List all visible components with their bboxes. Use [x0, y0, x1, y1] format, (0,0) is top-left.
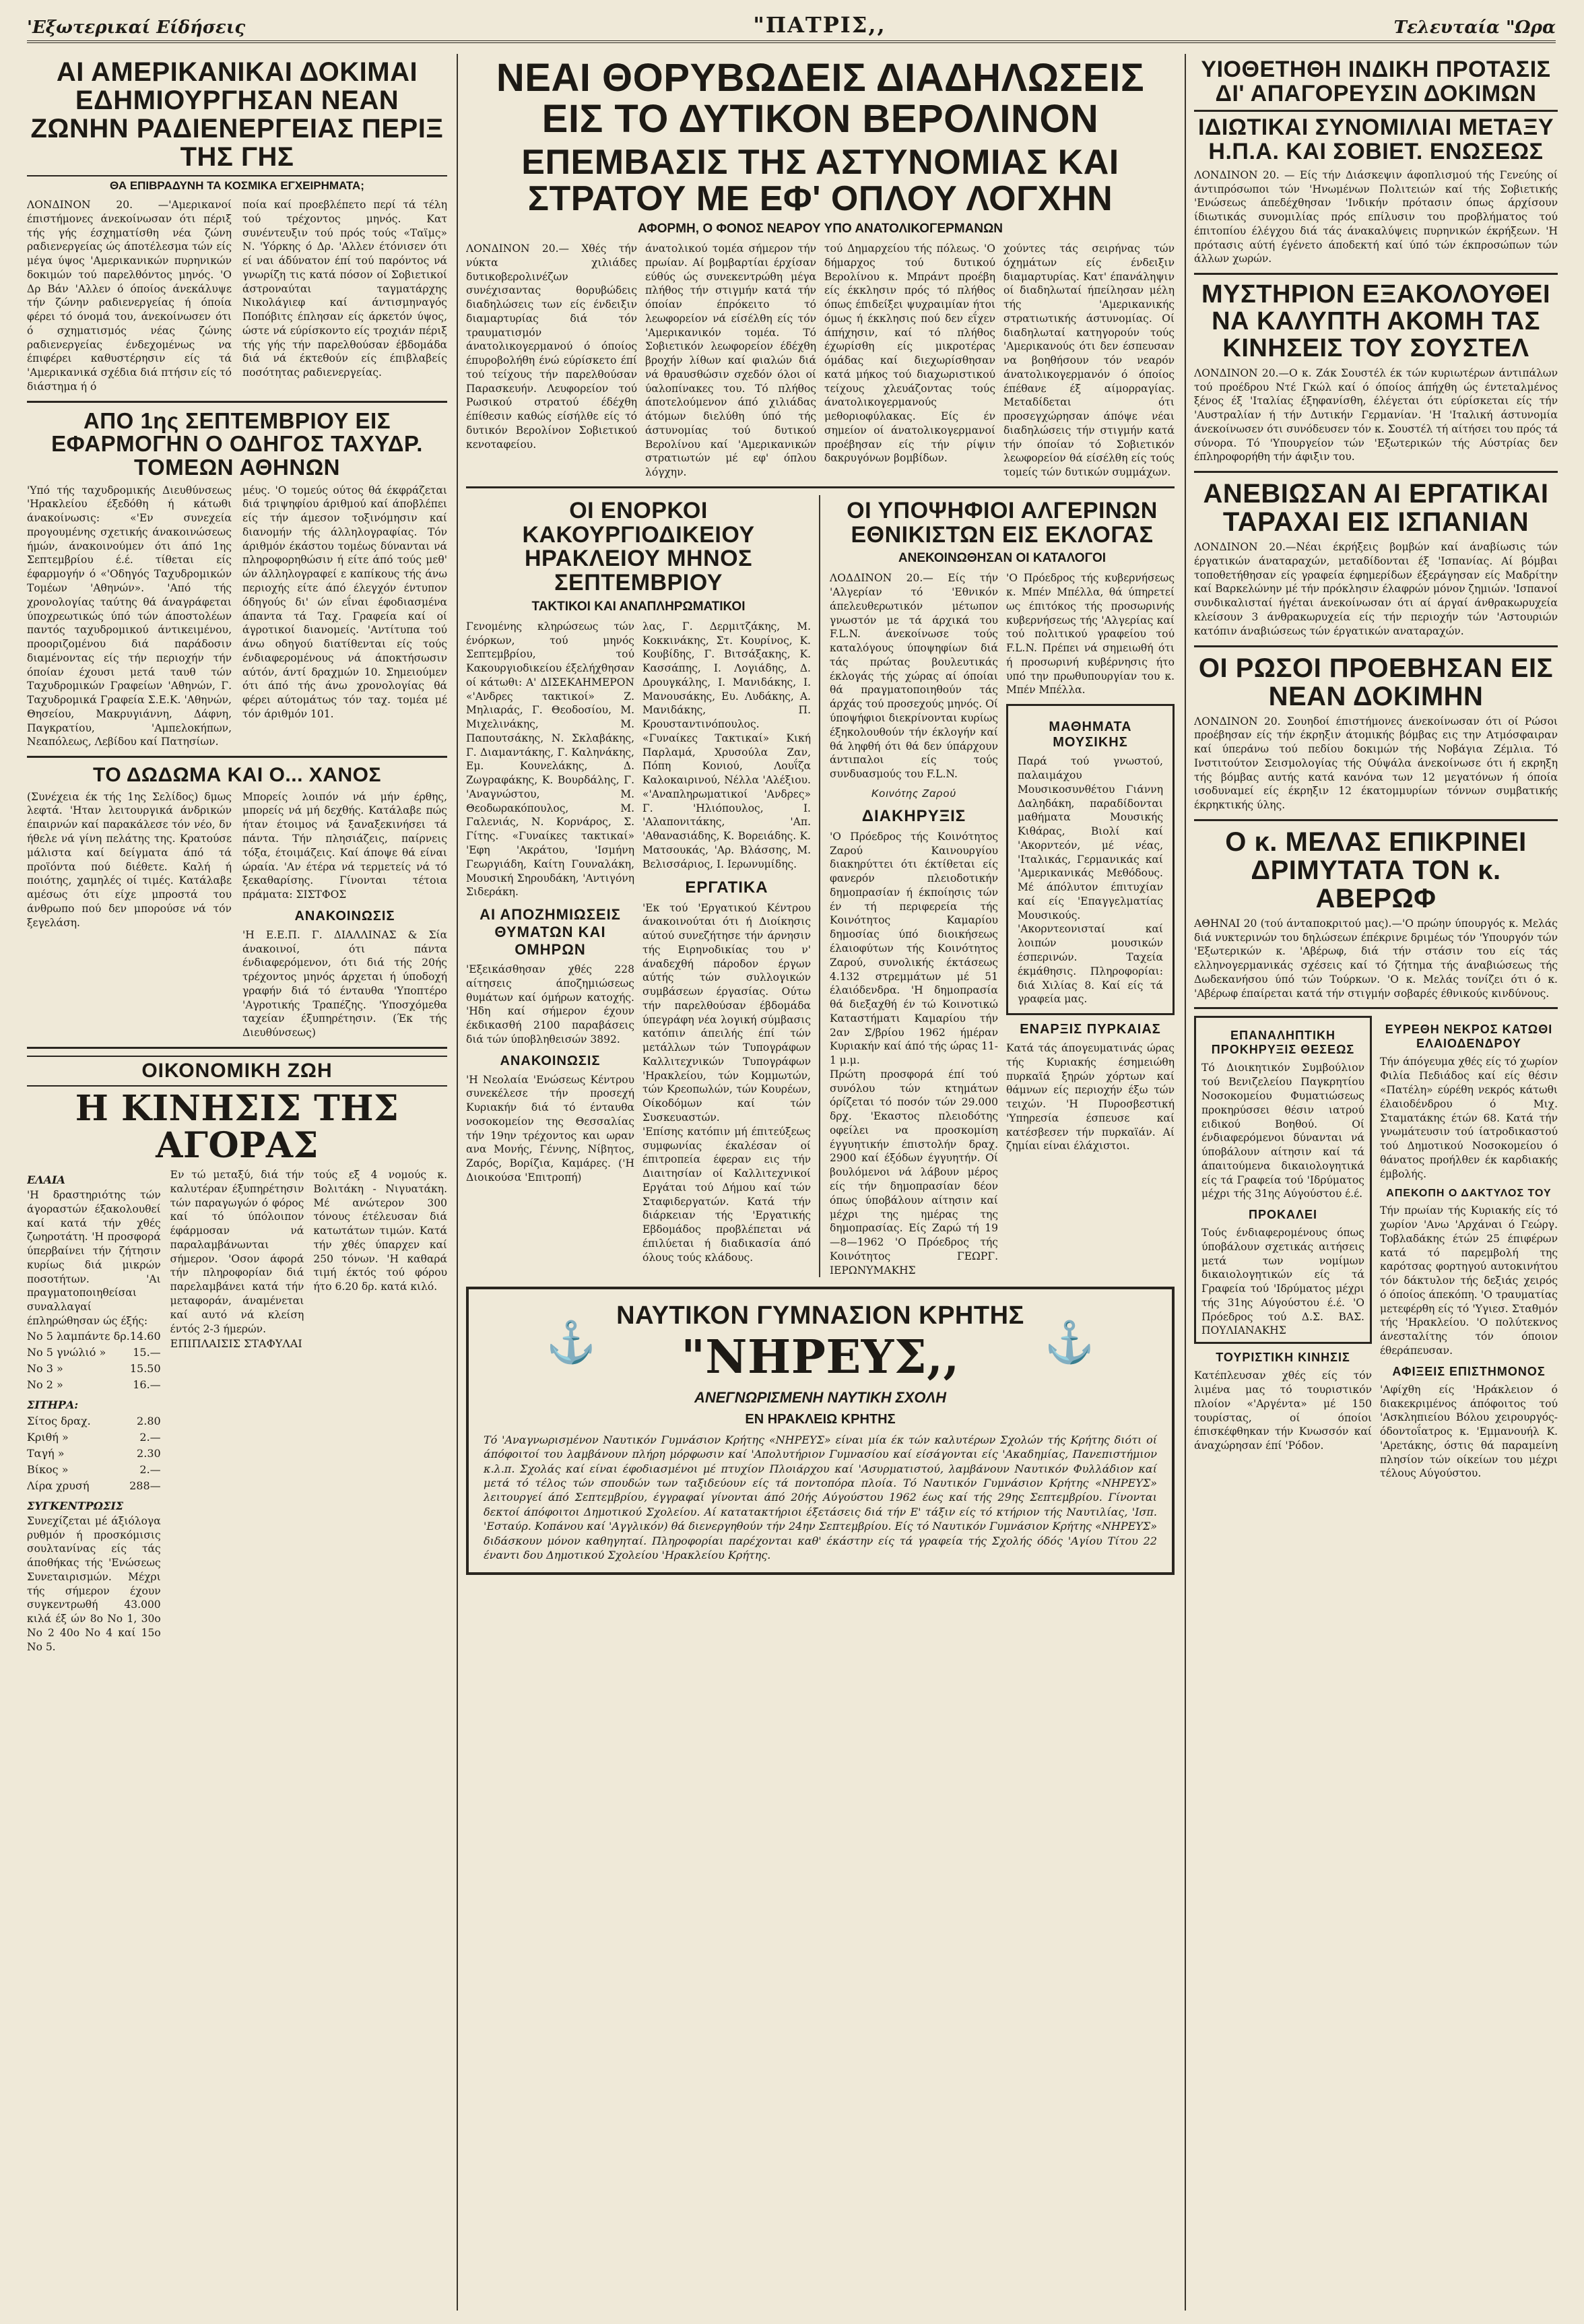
article-text: ΛΟΝΔΙΝΟΝ 20. —'Αμερικανοί έπιστήμονες άνεκοίνωσαν ότι πέριξ τής γής έσχηματίσθη νέα ζώνη ραδιενεργείας ώς άποτέλεσμα τών είς μέγα ύψος 'Αμερικανικών πυρηνικών δοκιμών τού παρελθόντος μηνός. 'Ο Δρ Βάν 'Αλλεν ό όποίος άνεκάλυψε τήν ζώνην ραδιενεργείας ή όποία φέρει τό όνομά του, άνεκοίνωσεν ότι ό σχηματισμός νέας ζώνης ραδιενεργείας ένδεχομένως να έπιφέρει καθυστέρησιν είς τά 'Αμερικανικά σχέδια διά πτήσιν είς τό διάστημα ή ό: [27, 199, 232, 393]
announcement2-title: ΑΝΑΚΟΙΝΩΣΙΣ: [500, 1053, 601, 1068]
labour-text: 'Εκ τού 'Εργατικού Κέντρου άνακοινούται ότι ή Διοίκησις αύτού συνεζήτησε τήν άρνησιν τής Ειρηνοδικίας του ν' άναδεχθή πάροδον έργων αύτής τών συλλογικών συμβάσεων έργασίας. Ούτω τήν παρελθούσαν έβδομάδα ύπεγράφη νέα λογική σύμβασις κατόπιν άπειλής έπί τών μετάλλων τών Τυπογράφων Καλλιτεχνικών Τυπογράφων 'Ηρακλείου, τών Κομμωτών, τών Κρεοπωλών, τών Κουρέων, Οίκοδόμων καί τών Συσκευαστών.: [642, 901, 811, 1124]
algeria-text: ΛΟΔΔΙΝΟΝ 20.— Είς τήν 'Αλγερίαν τό 'Εθνικόν άπελευθερωτικόν μέτωπον γνωστόν με τά άρχικά του F.L.N. άνεκοίνωσε τούς καταλόγους ύποψηφίων διά τάς πρώτας βουλευτικάς έκλογάς τής χώρας αί όποίαι θά πραγματοποιηθούν τάς άρχάς τού προσεχούς μηνός. Οί ύποψήφιοι διεκρίνονται κυρίως έξηκολουθούν τήν έκλογήν καί θά ληφθή ότι θά δεν ύπάρχουν άντιπαλοι είς τούς συνδυασμούς του F.L.N.: [830, 572, 998, 781]
headline-postal-guide: ΑΠΟ 1ης ΣΕΠΤΕΜΒΡΙΟΥ ΕΙΣ ΕΦΑΡΜΟΓΗΝ Ο ΟΔΗΓΟΣ ΤΑΧΥΔΡ. ΤΟΜΕΩΝ ΑΘΗΝΩΝ: [51, 408, 423, 480]
divider: [1194, 471, 1558, 473]
advertisement-nireus: [466, 1287, 1175, 1574]
article-radiation: [27, 198, 447, 394]
music-text: Παρά τού γνωστού, παλαιμάχου Μουσικοσυνθέτου Γιάννη Δαληδάκη, παραδίδονται μαθήματα Μουσικής Κιθάρας, Βιολί καί 'Ακορντεόν, μέ νέας, 'Ιταλικάς, Γερμανικάς καί 'Αμερικανικάς Μεθόδους. Μέ άπόλυτον έπιτυχίαν καί είς 'Επαγγελματίας Μουσικούς. 'Ακορντεονισταί καί λοιπών μουσικών έσπερινών. Ταχεία έκμάθησις. Πληροφορίαι: διά Χιλίας 8. Καί είς τά γραφεία μας.: [1018, 755, 1163, 1006]
market-category-olive: ΕΛΑΙΑ: [27, 1173, 65, 1187]
divider: [1194, 110, 1558, 112]
column-rule: [1185, 54, 1186, 2311]
headline-roof-story: ΤΟ ΔΩΔΩΜΑ ΚΑΙ Ο... ΧΑΝΟΣ: [93, 764, 381, 787]
column-center: [466, 54, 1175, 2311]
price-label: Νο 3 »: [27, 1361, 63, 1375]
compensation-text: 'Εξεικάσθησαν χθές 228 αίτησεις άποζημιώσεως θυμάτων καί όμήρων κατοχής. 'Ηδη καί σήμερον έχουν έκδικασθή 2100 παραβάσεις διά τών ύποβληθεισών 3892.: [466, 963, 634, 1045]
price-row: [27, 1328, 161, 1345]
masthead-right: Τελευταία "Ωρα: [1393, 18, 1556, 38]
headline-melas: Ο κ. ΜΕΛΑΣ ΕΠΙΚΡΙΝΕΙ ΔΡΙΜΥΤΑΤΑ ΤΟΝ κ. ΑΒΕΡΩΦ: [1225, 827, 1527, 913]
fires-text: Κατά τάς άπογευματινάς ώρας τής Κυριακής έσημειώθη πυρκαϊά ξηρών χόρτων καί θάμνων είς περιοχήν έξω τών τειχών. 'Η Πυροσβεστική 'Υπηρεσία έσπευσε καί κατέσβεσεν τήν πυρκαϊάν. Αί ζημίαι είναι έλάχιστοι.: [1006, 1042, 1175, 1153]
price-value: 16.—: [133, 1378, 161, 1391]
job-notice-text: Τούς ένδιαφερομένους όπως ύποβάλουν σχετικάς αιτήσεις μετά των νομίμων δικαιολογητικών είς τά Γραφεία τού 'Ιδρύματος μέχρι τής 31ης Αύγούστου έ.έ. 'Ο Πρόεδρος τού Δ.Σ. ΒΑΣ. ΠΟΥΛΙΑΝΑΚΗΣ: [1201, 1227, 1364, 1337]
proclamation-text: Πρώτη προσφορά έπί τού συνόλου τών κτημάτων όρίζεται τό ποσόν τών 29.000 δρχ. 'Εκαστος πλειοδότης οφείλει να προσκομίση έγγυητικήν έπιστολήν δραχ. 2900 καί έξόδων έγγυητήν. Οί βουλόμενοι νά λάβουν μέρος είς τήν δημοπρασίαν δέον όπως ύποβάλουν αίτησιν καί μέχρι της ημέρας της δημοπρασίας. Είς Ζαρώ τή 19—8—1962 'Ο Πρόεδρος τής Κοινότητος ΓΕΩΡΓ. ΙΕΡΩΝΥΜΑΚΗΣ: [830, 1068, 998, 1277]
spain-text: ΛΟΝΔΙΝΟΝ 20.—Νέαι έκρήξεις βομβών καί άναβίωσις τών έργατικών άναταραχών, μεταδίδονται έξ 'Ισπανίας. Αί βόμβαι τοποθετήθησαν είς γραφεία έφημερίδων έξεράγησαν είς Μαδρίτην καί Βαρκελώνην μέ τήν πρόκλησιν έλαφρών μόνον ζημιών. 'Ισπανοί συνδικαλισταί ήγέται άνεκοίνωσαν ότι αί άργαί άνθρακωρυχεία κλείσουν 3 άνθρακωρυχεία είς τήν περιοχήν τών 'Αστουριών κατόπιν άναβιώσεως τών έργατικών αναταραχών.: [1194, 541, 1558, 637]
divider: [466, 486, 1175, 488]
price-row: [27, 1345, 161, 1361]
tourism-text: Κατέπλευσαν χθές είς τόν λιμένα μας τό τουριστικόν πλοίον «'Αργέντα» μέ 150 τουρίστας, οί όποίοι έπισκέφθηκαν τήν Κνωσσόν καί άναχώρησαν έπί 'Ρόδον.: [1194, 1369, 1372, 1452]
jurors-text: λας, Γ. Δερμιτζάκης, Μ. Κοκκινάκης, Στ. Κουρίνος, Κ. Κουβίδης, Γ. Βιτσάξακης, Κ. Κασσάπης, Ι. Λογιάδης, Δ. Δρουγκάλης, Ι. Μανιδάκης, Ι. Μανουσάκης, Ευ. Λυδάκης, Α. Μανιδάκης, Π. Κρουσταντινόπουλος. «Γυναίκες Τακτικαί» Κική Παρλαμά, Χρυσούλα Ζαν, Πόπη Κονιού, Λουΐζα Καλοκαιρινού, Νέλλα 'Αλέξιου. «'Αναπληρωματικοί 'Ανδρες» Γ. 'Ηλιόπουλος, Ι. 'Αλαπονιτάκης, 'Απ. 'Αθανασιάδης, Κ. Βορειάδης. Κ. Ματσουκάς, 'Αρ. Βλάσσης, Μ. Βελισσάριος, Ι. Ιερωνυμίδης.: [642, 620, 811, 870]
fires-title: ΕΝΑΡΞΙΣ ΠΥΡΚΑΙΑΣ: [1020, 1022, 1161, 1037]
price-label: Νο 5 γνώλιό »: [27, 1345, 106, 1359]
subheadline-jurors: ΤΑΚΤΙΚΟΙ ΚΑΙ ΑΝΑΠΛΗΡΩΜΑΤΙΚΟΙ: [531, 599, 746, 614]
berlin-text: άνατολικού τομέα σήμερον τήν πρωίαν. Αί βομβαρτίαι έρχίσαν εύθύς ώς συνεκεντρώθη μέγα πλήθος τήν στιγμήν κατά τήν όποίαν έπρόκειτο τό λεωφορείον νά είσέλθη είς τόν 'Αμερικανικόν τομέα. Τό Σοβιετικόν λεωφορείον έδέχθη βροχήν λίθων καί φιαλών διά νά θραυσθώσιν σχεδόν όλοι οί ύαλοπίνακες του. Τό πλήθος άποτελούμενον άπό χιλιάδας άτόμων διελύθη ύπό τής άστυνομίας τού δυτικού Βερολίνου καί 'Αμερικανικών στρατιωτών μέ εφ' όπλου λόγχην.: [645, 242, 816, 479]
economy-section-title: ΟΙΚΟΝΟΜΙΚΗ ΖΩΗ: [27, 1056, 447, 1087]
article-berlin: [466, 242, 1175, 480]
divider: [1194, 645, 1558, 647]
subheadline-berlin: ΑΦΟΡΜΗ, Ο ΦΟΝΟΣ ΝΕΑΡΟΥ ΥΠΟ ΑΝΑΤΟΛΙΚΟΓΕΡΜΑΝΩΝ: [637, 221, 1003, 236]
price-value: 2.80: [137, 1414, 161, 1427]
divider: [1194, 273, 1558, 275]
price-row: [27, 1361, 161, 1377]
ad-body: Τό 'Αναγνωρισμένον Ναυτικόν Γυμνάσιον Κρήτης «ΝΗΡΕΥΣ» είναι μία έκ τών καλυτέρων Σχολών τής Κρήτης διότι οί άπόφοιτοί του λαμβάνουν πλήρη μόρφωσιν καί 'Απολυτήριον Γυμνασίου καί είσάγονται είς 'Ακαδημίας, Πανεπιστήμιον κ.λ.π. Σχολάς καί είναι έφοδιασμένοι μέ πτυχίον Πλοιάρχου καί 'Ασυρματιστού, λαμβάνουν Ναυτικόν Φυλλάδιον καί μετά τό τέλος τών σπουδών των ταξιδεύουν είς τά ποντοπόρα πλοία. Τό Ναυτικόν Γυμνάσιον Κρήτης «ΝΗΡΕΥΣ» λειτουργεί άπό Σεπτεμβρίου, έγγραφαί γίνονται άπό 20ής Αύγούστου 1962 έως καί τής 29ης Σεπτεμβρίου. Γίνονται δεκτοί άπόφοιτοι Δημοτικού Σχολείου. Αί κατατακτήριοι έξετάσεις διά τήν Ε' τάξιν είς τό κτήριον τής Ναυτιλίας, 'Ισπ. 'Εσταύρ. Κοπάνου καί 'Αγγλικόν) θά διενεργηθούν τήν 24ην Σεπτεμβρίου. Είς τό Ναυτικόν Γυμνάσιον Κρήτης «ΝΗΡΕΥΣ» διδάσκουν μόνον καθηγηταί. Πληροφορίαι παρέχονται καθ' έκάστην είς τά γραφεία τής Σχολής όδός 'Αγίου Τίτου 22 έναντι δου Δημοτικού Σχολείου 'Ηρακλείου Κρήτης.: [484, 1433, 1157, 1562]
headline-market: Η ΚΙΝΗΣΙΣ ΤΗΣ ΑΓΟΡΑΣ: [75, 1087, 399, 1166]
announcement-title: ΑΝΑΚΟΙΝΩΣΙΣ: [294, 908, 395, 924]
price-label: Σίτος δραχ.: [27, 1414, 91, 1427]
music-lessons-box: [1006, 704, 1175, 1015]
subheadline-radiation: ΘΑ ΕΠΙΒΡΑΔΥΝΗ ΤΑ ΚΟΣΜΙΚΑ ΕΓΧΕΙΡΗΜΑΤΑ;: [27, 175, 447, 193]
jurors-block: [466, 495, 820, 1277]
music-title: ΜΑΘΗΜΑΤΑ ΜΟΥΣΙΚΗΣ: [1049, 719, 1132, 750]
berlin-text: τού Δημαρχείου τής πόλεως. 'Ο δήμαρχος τού δυτικού Βερολίνου κ. Μπράντ προέβη είς έκκλησιν πρός τό πλήθος όπως έπιδείξει ψυχραιμίαν ήτοι όμως ή έκκλησις πού δεν εΐχεν άπήχησιν, καί τό πλήθος έχωρίσθη είς μικροτέρας όμάδας καί διεχωρίσθησαν κατά μήκος τού διαχωριστικού τείχους χλευάζοντας τούς άνατολικογερμανούς μεθοριοφύλακας. Είς έν σημείον οί άνατολικογερμανοί προέβησαν είς τήν ρίψιν δακρυγόνων βομβίδων.: [824, 242, 995, 465]
labour-text: 'Επίσης κατόπιν μή έπιτεύξεως συμφωνίας έκαλέσαν οί έπιτροπεία έφεραν εις τήν Διαιτησίαν οί Καλλιτεχνικοί Εργάται τού Δήμου καί τών Σταφιδεργατών. Κατά τήν διάρκειαν τής 'Εργατικής Εβδομάδος προβλέπεται νά έπιλύεται ή διαδικασία άπό όλους τούς κλάδους.: [642, 1125, 811, 1264]
price-value: 15.50: [129, 1361, 161, 1375]
berlin-text: χούντες τάς σειρήνας τών όχημάτων είς ένδειξιν διαμαρτυρίας. Κατ' έπανάληψιν οί διαδηλωταί ήπείλησαν μέλη τής 'Αμερικανικής στρατιωτικής άστυνομίας. Οί διαδηλωταί κατηγορούν τούς 'Αμερικανούς ότι δεν έσπευσαν να βοηθήσουν τόν νεαρόν άνατολικογερμανόν ό όποίος έπέθανε έξ αίμορραγίας. Μεταδίδεται ότι προσεγχώρησαν άπόψε νέαι διαδηλώσεις τήν στιγμήν κατά τήν όποίαν τό Σοβιετικόν λεωφορείον θά είσέλθη είς τούς τομείς τών δυτικών συμμάχων.: [1003, 242, 1175, 479]
price-row: [27, 1377, 161, 1393]
price-label: Νο 5 λαμπάντε δρ.: [27, 1329, 130, 1343]
ad-title: ΝΑΥΤΙΚΟΝ ΓΥΜΝΑΣΙΟΝ ΚΡΗΤΗΣ: [616, 1301, 1024, 1330]
price-value: 15.—: [133, 1345, 161, 1359]
arrival-text: 'Αφίχθη είς 'Ηράκλειον ό διακεκριμένος άπόφοιτος τού 'Ασκληπιείου Βόλου χειρουργός-όδοντοΐατρος κ. 'Εμμανουήλ Κ. 'Αρετάκης, όστις θά παραμείνη πλησίον τών οίκείων του μέχρι τέλους Αύγούστου.: [1380, 1383, 1558, 1480]
divider: [1194, 1007, 1558, 1009]
finger-text: Τήν πρωίαν τής Κυριακής είς τό χωρίον 'Ανω 'Αρχάναι ό Γεώργ. Τοβλαδάκης έτών 25 έπιφέρων κατά τό παρεμβολή της καρότσας φορτηγού αυτοκινήτου τόν δάκτυλον τής δεξιάς χειρός ό όποίος άπεκόπη. 'Ο τραυματίας μετεφέρθη είς τό 'Υγιεσ. Σταθμόν τής 'Ηρακλείου. 'Ο πολύτεκνος άνεσταλίτης τόν όποιον έθεράπευσαν.: [1380, 1204, 1558, 1357]
article-text: μέυς. 'Ο τομεύς ούτος θά έκφράζεται διά τριψηφίου άριθμού καί άποβλέπει είς τήν άμεσον τοξινόμησιν καί διανομήν τής άλληλογραφίας. Τόν άριθμόν έκάστου τομέως δύνανται νά πληροφορηθώσιν ή είτε άπό τούς μεθ' ών άλληλογραφεί ε καπίκους τής άνω περιοχής είτε άπό έλεγχόν έντυπον όδηγούς δι' ών εΐναι έφοδιασμένα άπαντα τά Ταχ. Γραφεία καί οί άγροτικοί διανομείς. 'Αντίτυπα τού άνω οδηγού διατίθενται είς τούς ένδιαφερομένους νά άποκτήσωσιν αύτόν, άντί δραχμών 10. Σημειούμεν ότι άπό τής άνω χρονολογίας θά φέρει αύτομάτως τόν ταχ. τομέα μέ τόν άριθμόν 101.: [242, 484, 447, 720]
anchor-icon: ⚓: [546, 1318, 597, 1366]
job-notice-text: Τό Διοικητικόν Συμβούλιον τού Βενιζελείου Παγκρητίου Νοσοκομείου Φυματιώσεως προκηρύσσει θέσιν ιατρού ειδικού Βοηθού. Οί ένδιαφερόμενοι δύνανται νά ύποβάλουν αίτησιν καί τά άπαιτούμενα δικαιολογητικά είς τά Γραφεία τού 'Ιδρύματος μέχρι τής 31ης Αύγούστου έ.έ.: [1201, 1062, 1364, 1200]
india-text: ΛΟΝΔΙΝΟΝ 20. — Είς τήν Διάσκεψιν άφοπλισμού τής Γενεύης οί άντιπρόσωποι τών 'Ηνωμένων Πολιτειών καί τής Σοβιετικής 'Ενώσεως άπεδέχθησαν 'Ινδικήν πρότασιν όπως άρχίσουν ίδιωτικάς συνομιλίας πρός επίλυσιν του προβλήματος τού έπιτοπίου έλέγχου διά τάς άνακαλύψεις πυρηνικών έκρήξεων. 'Η πρότασις αύτή έγένετο άποδεκτή καί ύπό τών έκπροσώπων τών άλλων χωρών.: [1194, 168, 1558, 265]
job-notice-call: ΠΡΟΚΑΛΕΙ: [1248, 1208, 1318, 1222]
headline-russian-test: ΟΙ ΡΩΣΟΙ ΠΡΟΕΒΗΣΑΝ ΕΙΣ ΝΕΑΝ ΔΟΚΙΜΗΝ: [1198, 653, 1554, 711]
market-report: [27, 1168, 447, 1654]
divider: [1194, 819, 1558, 821]
price-row: [27, 1462, 161, 1478]
headline-india-proposal: ΥΙΟΘΕΤΗΘΗ ΙΝΔΙΚΗ ΠΡΟΤΑΣΙΣ ΔΙ' ΑΠΑΓΟΡΕΥΣΙΝ ΔΟΚΙΜΩΝ: [1201, 57, 1551, 106]
headline-soustelle: ΜΥΣΤΗΡΙΟΝ ΕΞΑΚΟΛΟΥΘΕΙ ΝΑ ΚΑΛΥΠΤΗ ΑΚΟΜΗ ΤΑΣ ΚΙΝΗΣΕΙΣ ΤΟΥ ΣΟΥΣΤΕΛ: [1201, 280, 1551, 362]
price-row: [27, 1413, 161, 1429]
article-text: (Συνέχεια έκ τής 1ης Σελίδος) δμως λεφτά. 'Ηταν λειτουργικά άνδρικών έπαιρνών καί παρακάλεσε τόν νέο, δν ήθελε νά γίνη πελάτης της. Κρατούσε μάλιστα καί δείγματα άπό τά προϊόντα πού διέθετε. Καλή ή ποιότης, χαμηλές οί τιμές. Κατάλαβε αμέσως ότι είχε μπροστά του άνθρωπο πού δεν μπορούσε νά τόν ξεγελάση.: [27, 790, 232, 929]
price-label: Λίρα χρυσή: [27, 1479, 90, 1492]
article-roof-story: [27, 790, 447, 1040]
headline-spain: ΑΝΕΒΙΩΣΑΝ ΑΙ ΕΡΓΑΤΙΚΑΙ ΤΑΡΑΧΑΙ ΕΙΣ ΙΣΠΑΝΙΑΝ: [1203, 479, 1549, 538]
algeria-text: 'Ο Πρόεδρος τής κυβερνήσεως κ. Μπέν Μπέλλα, θά ύπηρετεί ως έπιτόκος τής προσωρινής κυβερνήσεως τής 'Αλγερίας καί τού πολιτικού γραφείου τού F.L.N. Πρέπει νά σημειωθή ότι ή προσωρινή κυβέρνησις ήτο υπό την πρωθυπουργίαν του κ. Μπέν Μπέλλα.: [1006, 572, 1175, 697]
community-label: Κοινότης Ζαρού: [871, 787, 957, 800]
finger-title: ΑΠΕΚΟΠΗ Ο ΔΑΚΤΥΛΟΣ ΤΟΥ: [1386, 1188, 1552, 1200]
divider: [27, 401, 447, 403]
melas-text: ΑΘΗΝΑΙ 20 (τού άνταποκριτού μας).—'Ο πρώην ύπουργός κ. Μελάς διά νυκτερινών του δηλώσεων έπέκρινε δριμέως τόν 'Υπουργόν τών 'Εξωτερικών κ. 'Αβέρωφ, διά τήν στάσιν του είς τάς ελληνογερμανικάς σχέσεις καί τό ζήτημα τής άναβιώσεως τής Δωδεκανήσου ύπό τών Τούρκων. 'Ο κ. Μελάς τονίζει ότι ό κ. 'Αβέρωφ έπαίρεται κατά τήν στιγμήν σοβαρές έθνικούς κινδύνους.: [1194, 917, 1558, 1000]
masthead-left: 'Εξωτερικαί Είδήσεις: [27, 18, 246, 38]
anchor-icon: ⚓: [1044, 1318, 1095, 1366]
price-value: 14.60: [129, 1329, 161, 1343]
divider: [27, 1047, 447, 1049]
headline-police: ΕΠΕΜΒΑΣΙΣ ΤΗΣ ΑΣΤΥΝΟΜΙΑΣ ΚΑΙ ΣΤΡΑΤΟΥ ΜΕ ΕΦ' ΟΠΛΟΥ ΛΟΓΧΗΝ: [521, 142, 1119, 219]
grain-price-list: [27, 1413, 161, 1494]
arrival-title: ΑΦΙΞΕΙΣ ΕΠΙΣΤΗΜΟΝΟΣ: [1392, 1364, 1546, 1378]
market-category-collection: ΣΥΓΚΕΝΤΡΩΣΙΣ: [27, 1499, 124, 1512]
job-notice-title: ΕΠΑΝΑΛΗΠΤΙΚΗ ΠΡΟΚΗΡΥΞΙΣ ΘΕΣΕΩΣ: [1211, 1029, 1355, 1057]
masthead-title: "ΠΑΤΡΙΣ,,: [753, 12, 886, 38]
algeria-block: [830, 495, 1175, 1277]
ad-subtitle: ΑΝΕΓΝΩΡΙΣΜΕΝΗ ΝΑΥΤΙΚΗ ΣΧΟΛΗ: [694, 1388, 947, 1406]
proclamation-title: ΔΙΑΚΗΡΥΞΙΣ: [861, 806, 966, 825]
proclamation-text: 'Ο Πρόεδρος τής Κοινότητος Ζαρού Καινουργίου διακηρύττει ότι έκτίθεται είς φανερόν πλειοδοτικήν δημοπρασίαν ή έκποίησις τών έν τή περιφερεία τής Κοινότητος Καμαρίου δημοσίας ύπό διοικήσεως έλαιοφύτων τής Κοινότητος Ζαρού, συνολικής έκτάσεως 4.132 στρεμμάτων μέ 51 έλαιόδενδρα. 'Η δημοπρασία θά διεξαχθή έν τώ Κοινοτικώ Καταστήματι Καμαρίου τήν 2αν Σ/βρίου 1962 ήμέραν Κυριακήν καί άπό τής ώρας 11-1 μ.μ.: [830, 830, 998, 1067]
labour-title: ΕΡΓΑΤΙΚΑ: [685, 878, 768, 897]
market-text: τούς εξ 4 νομούς κ. Βολιτάκη - Νιγυατάκη. Μέ ανώτερον 300 τόνους έτέλευσαν διά κατωτάτων τιμών. Κατά τήν χθές ύπαρχεν καί 250 τόνων. 'Η καθαρά τιμή έκτός τού φόρου ήτο 6.20 δρ. κατά κιλό.: [313, 1169, 447, 1293]
price-row: [27, 1429, 161, 1446]
jurors-text: Γενομένης κληρώσεως τών ένόρκων, τού μηνός Σεπτεμβρίου, τού Κακουργιοδικείου έξελήχθησαν οί κάτωθι: Α' ΔΙΣΕΚΑΗΜΕΡΟΝ «'Ανδρες τακτικοί» Ζ. Μηλιαράς, Γ. Θεοδοσίου, Μ. Μιχελινάκης, Μ. Παπουτσάκης, Ν. Σκλαβάκης, Γ. Διαμαντάκης, Γ. Καληνάκης, Εμ. Κουνελάκης, Δ. Ζωγραφάκης, Κ. Βουρδάλης, Γ. 'Αναγνώστου, Μ. Θεοδωρακόπουλος, Μ. Γαλενιάς, Ν. Κορνάρος, Σ. Γίτης. «Γυναίκες τακτικαί» 'Εφη 'Ακράτου, 'Ισμήνη Γεωργιάδη, Καίτη Γουναλάκη, Μουσική Σηρουδάκη, 'Αντιγόνη Σιδεράκη.: [466, 620, 634, 899]
column-foreign-news: [27, 54, 447, 2311]
market-text: 'Η δραστηριότης τών άγοραστών έξακολουθεί καί κατά τήν χθές ζωηροτάτη. 'Η προσφορά ύπερβαίνει τήν ζήτησιν κυρίως διά μικρών ποσοτήτων. 'Αι πραγματοποιηθείσαι συναλλαγαί έπληρώθησαν ώς έξής:: [27, 1189, 161, 1328]
headline-radiation-zone: ΑΙ ΑΜΕΡΙΚΑΝΙΚΑΙ ΔΟΚΙΜΑΙ ΕΔΗΜΙΟΥΡΓΗΣΑΝ ΝΕΑΝ ΖΩΝΗΝ ΡΑΔΙΕΝΕΡΓΕΙΑΣ ΠΕΡΙΞ ΤΗΣ ΓΗΣ: [30, 57, 444, 172]
divider: [27, 756, 447, 758]
price-value: 288—: [129, 1479, 161, 1492]
price-label: Κριθή »: [27, 1430, 69, 1444]
article-postal-guide: [27, 484, 447, 750]
body-found-text: Τήν άπόγευμα χθές είς τό χωρίον Φιλία Πεδιάδος καί είς θέσιν «Πατέλη» εύρέθη νεκρός κάτωθι έλαιοδένδρου ό Μιχ. Σταματάκης έτών 68. Κατά τήν γνωμάτευσιν τού ίατροδικαστού τού Δημοτικού Νοσοκομείου ό θάνατος προήλθεν έκ καρδιακής έμβολής.: [1380, 1056, 1558, 1180]
soustelle-text: ΛΟΝΔΙΝΟΝ 20.—Ο κ. Ζάκ Σουστέλ έκ τών κυριωτέρων άντιπάλων τού προέδρου Ντέ Γκώλ καί ό όποίος άπήχθη ώς έντεταλμένος ξένος έξ 'Ιταλίας έξηφανίσθη, έλέγεται ότι εύρίσκεται είς τήν 'Αυστραλίαν ή τήν Δυτικήν Γερμανίαν. 'Η 'Ιταλική άστυνομία άνεκοίνωσεν ότι συνόδευσεν τόν κ. Σουστέλ τή αίτήσει του πρός τά σύνορα. Τό 'Υπουργείον τών 'Εξωτερικών τής Αύστρίας δεν έπληροφορήθη τήν άφιξιν του.: [1194, 366, 1558, 463]
headline-private-talks: ΙΔΙΩΤΙΚΑΙ ΣΥΝΟΜΙΛΙΑΙ ΜΕΤΑΞΥ Η.Π.Α. ΚΑΙ ΣΟΒΙΕΤ. ΕΝΩΣΕΩΣ: [1197, 115, 1554, 165]
announcement2-text: 'Η Νεολαία 'Ενώσεως Κέντρου συνεκέλεσε τήν προσεχή Κυριακήν διά τό ένταυθα νοσοκομείον της Θεσσαλίας τήν 19ην τρέχοντος και ωραν ανα Μονής, Γέννης, Νίβητος, Ζαρός, Βορίζια, Καμάρες. ('Η Διοικούσα 'Επιτροπή): [466, 1073, 634, 1184]
headline-jurors: ΟΙ ΕΝΟΡΚΟΙ ΚΑΚΟΥΡΓΙΟΔΙΚΕΙΟΥ ΗΡΑΚΛΕΙΟΥ ΜΗΝΟΣ ΣΕΠΤΕΜΒΡΙΟΥ: [522, 497, 755, 596]
ad-location: ΕΝ ΗΡΑΚΛΕΙΩ ΚΡΗΤΗΣ: [745, 1411, 896, 1427]
market-category-grain: ΣΙΤΗΡΑ:: [27, 1398, 79, 1411]
oil-price-list: [27, 1328, 161, 1393]
russian-test-text: ΛΟΝΔΙΝΟΝ 20. Σουηδοί έπιστήμονες άνεκοίνωσαν ότι οί Ρώσοι προέβησαν είς τήν έκρηξιν άτομικής βόμβας εις την Ατμόσφαιραν καί ύπεράνω τού πεδίου δοκιμών τής Νοβάγια Ζέμλια. Τό Ινστιτούτον Σεισμολογίας τής Ούψάλα άνεκοίνωσε ότι ή εκρηξη τής βόμβας αυτής κατά κανόνα των 12 μεγατόνων ή όποία ισοδυναμεί είς έκρηξιν 12 έκατομμυρίων τόννων συμβατικής έκρηκτικής ύλης.: [1194, 715, 1558, 812]
column-latest-news: [1194, 54, 1558, 2311]
column-rule: [457, 54, 458, 2311]
price-row: [27, 1446, 161, 1462]
masthead: [27, 7, 1556, 43]
body-found-title: ΕΥΡΕΘΗ ΝΕΚΡΟΣ ΚΑΤΩΘΙ ΕΛΑΙΟΔΕΝΔΡΟΥ: [1385, 1023, 1553, 1051]
subheadline-algeria: ΑΝΕΚΟΙΝΩΘΗΣΑΝ ΟΙ ΚΑΤΑΛΟΓΟΙ: [898, 551, 1107, 566]
compensation-title: ΑΙ ΑΠΟΖΗΜΙΩΣΕΙΣ ΘΥΜΑΤΩΝ ΚΑΙ ΟΜΗΡΩΝ: [480, 906, 621, 959]
headline-berlin: ΝΕΑΙ ΘΟΡΥΒΩΔΕΙΣ ΔΙΑΔΗΛΩΣΕΙΣ ΕΙΣ ΤΟ ΔΥΤΙΚΟΝ ΒΕΡΟΛΙΝΟΝ: [496, 56, 1145, 141]
headline-algeria: ΟΙ ΥΠΟΨΗΦΙΟΙ ΑΛΓΕΡΙΝΩΝ ΕΘΝΙΚΙΣΤΩΝ ΕΙΣ ΕΚΛΟΓΑΣ: [847, 497, 1158, 548]
price-row: [27, 1478, 161, 1494]
article-text: 'Υπό τής ταχυδρομικής Διευθύνσεως 'Ηρακλείου έξεδόθη ή κάτωθι άνακοίνωσις: «'Εν συνεχεία προγουμένης σχετικής άνακοινώσεως ήμών, άνακοινούμεν ότι άπό 1ης Σεπτεμβρίου έ.έ. τίθεται είς έφαρμογήν ό «'Οδηγός Ταχυδρομικών Τομέων 'Αθηνών». 'Από τής χρονολογίας ταύτης θά άναγράφεται ύποχρεωτικώς ύπό τών άποστολέων παντός ταχυδρομικού άντικειμένου, προοριζομένου διά παράδοσιν διαμένοντας είς τήν περιοχήν τήν όποίαν έχουσι μετά ταυθ τών Ταχυδρομικών Γραφείων 'Αθηνών, Γ. Ταχυδρομικά Γραφεία Σ.Ε.Κ. 'Αθηνών, Θησείου, Μακρυγιάννη, Δάφνη, Παγκρατίου, 'Αμπελοκήπων, Νεαπόλεως, Λεβίδου καί Πατησίων.: [27, 484, 232, 748]
price-label: Ταγή »: [27, 1446, 65, 1460]
market-text: Εν τώ μεταξύ, διά τήν καλυτέραν έξυπηρέτησιν τών παραγωγών ό φόρος καί τό ύπόλοιπον έφάρμοσαν νά παραλαμβάνωνται σήμερον. 'Οσον άφορά τήν πληροφορίαν διά παρελαμβάνει κατά τήν μεταφοράν, άναμένεται καί αυτό νά κλείση έντός 2-3 ήμερών.: [170, 1169, 304, 1335]
price-value: 2.—: [139, 1462, 161, 1476]
article-text: ποία καί προεβλέπετο περί τά τέλη τού τρέχοντος μηνός. Κατ συνέντευξιν τού πρός τούς «Ταϊμς» Ν. 'Υόρκης ό Δρ. 'Αλλεν έτόνισεν ότι εί ναι άδύνατον έπί τού παρόντος νά γνωρίζη τις κατά πόσον οί Σοβιετικοί άστροναύται ταγματάρχης Νικολάγιεφ καί άντισμηναγός Ποπόβιτς έπλησαν είς άρκετόν ύψος, ώστε νά εύρίσκοντο είς τροχιάν πέριξ τής γής τήν παρελθούσαν έβδομάδα διά νά έκτεθούν είς έπιβλαβείς ποσότητας ραδιενεργείας.: [242, 199, 447, 379]
announcement-text: 'Η Ε.Ε.Π. Γ. ΔΙΑΛΛΙΝΑΣ & Σία άνακοινοί, ότι πάντα ένδιαφερόμενον, ότι διά τής 20ής τρέχοντος μηνός άρχεται ή ύποδοχή γραφήν διά τό ένταυθα 'Υποπτέρο 'Αγροτικής Τραπέζης. 'Υποσχόμεθα ταχείαν έξυπηρέτησιν. (Έκ τής Διευθύνσεως): [242, 928, 447, 1039]
ad-school-name: "ΝΗΡΕΥΣ,,: [681, 1330, 960, 1385]
price-value: 2.—: [139, 1430, 161, 1444]
price-label: Νο 2 »: [27, 1378, 63, 1391]
job-notice-box: [1194, 1016, 1372, 1344]
tourism-title: ΤΟΥΡΙΣΤΙΚΗ ΚΙΝΗΣΙΣ: [1216, 1351, 1350, 1365]
price-value: 2.30: [137, 1446, 161, 1460]
berlin-text: ΛΟΝΔΙΝΟΝ 20.— Χθές τήν νύκτα χιλιάδες δυτικοβερολινέζων συνέχισαντας θορυβώδεις διαδηλώσεις των είς ένδειξιν διαμαρτυρίας διά τόν τραυματισμόν άνατολικογερμανού ό όποίος έπυροβολήθη ένώ εύρίσκετο έπί τού τείχους τήν παρελθούσαν Παρασκευήν. Λευφορείον τού Ρωσικού στρατού έδέχθη έπίθεσιν καθώς είσήλθε είς τό δυτικόν Βερολίνον Σοβιετικού κενοταφείου.: [466, 242, 637, 451]
price-label: Βίκος »: [27, 1462, 69, 1476]
article-text: Μπορείς λοιπόν νά μήν έρθης, μπορείς νά μή δεχθής. Κατάλαβε πώς ήταν έτοιμος νά ξαναξεκινήσει τά πάντα. Τήν πλησιάζεις, παίρνεις τόξα, έτοιμάζεις. Καί άποψε θά είναι ώραία. 'Αν έτέρα νά τερμετείς νά τό ξεκαθαρίσης. Γίνονται τέτοια πράματα: ΣΙΣΤΦΟΣ: [242, 790, 447, 901]
market-category-grapes: ΕΠΙΠΛΑΙΣΙΣ ΣΤΑΦΥΛΑΙ: [170, 1337, 302, 1351]
market-text: Συνεχίζεται μέ άξιόλογα ρυθμόν ή προσκόμισις σουλτανίνας είς τάς άποθήκας τής 'Ενώσεως Συνεταιρισμών. Μέχρι τής σήμερον έχουν συγκεντρωθή 43.000 κιλά έξ ών 8ο Νο 1, 30ο Νο 2 40ο Νο 4 καί 15ο Νο 5.: [27, 1514, 161, 1653]
